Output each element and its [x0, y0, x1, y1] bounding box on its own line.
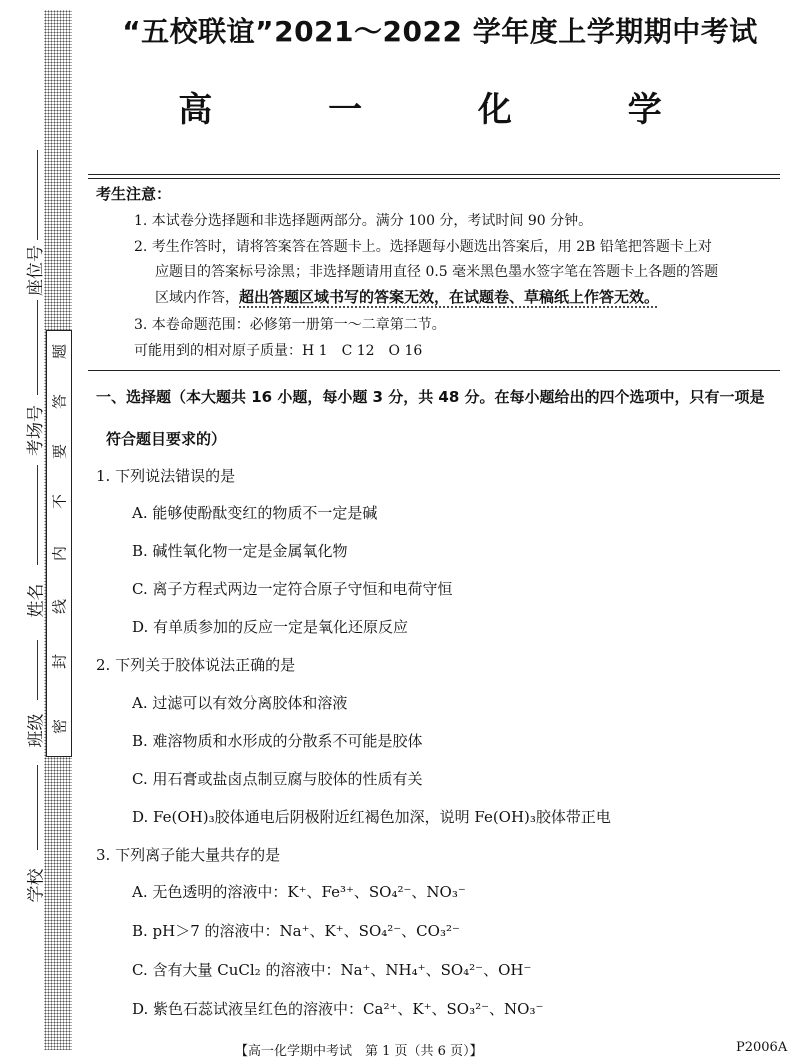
atomic-mass-note: 可能用到的相对原子质量：H 1 C 12 O 16: [134, 343, 423, 359]
notice-item-3: 3. 本卷命题范围：必修第一册第一～二章第二节。: [134, 317, 446, 333]
question-stem: 1. 下列说法错误的是: [96, 467, 236, 485]
question-option: B. pH＞7 的溶液中：Na⁺、K⁺、SO₄²⁻、CO₃²⁻: [132, 922, 460, 940]
header-rule: [88, 174, 780, 175]
question-option: C. 离子方程式两边一定符合原子守恒和电荷守恒: [132, 580, 453, 598]
notice-rule: [88, 370, 780, 371]
notice-plain: 区域内作答，: [155, 290, 239, 306]
seal-char: 要: [50, 444, 69, 460]
notice-item-1: 1. 本试卷分选择题和非选择题两部分。满分 100 分，考试时间 90 分钟。: [134, 213, 593, 229]
name-line[interactable]: [37, 465, 38, 565]
school-line[interactable]: [37, 765, 38, 850]
question-option: D. 有单质参加的反应一定是氧化还原反应: [132, 618, 409, 636]
exam-room-label: 考场号: [26, 405, 46, 456]
section-heading: 一、选择题（本大题共 16 小题，每小题 3 分，共 48 分。在每小题给出的四个选项中，只有一项是: [96, 388, 765, 406]
seat-number-label: 座位号: [26, 245, 46, 296]
question-option: A. 能够使酚酞变红的物质不一定是碱: [132, 504, 378, 522]
question-option: A. 无色透明的溶液中：K⁺、Fe³⁺、SO₄²⁻、NO₃⁻: [132, 883, 466, 901]
seat-number-line[interactable]: [37, 150, 38, 240]
seal-char: 题: [50, 344, 69, 360]
paper-code: P2006A: [736, 1040, 788, 1055]
header-rule: [88, 178, 780, 179]
class-line[interactable]: [37, 640, 38, 700]
notice-item-2-cont: 应题目的答案标号涂黑；非选择题请用直径 0.5 毫米黑色墨水签字笔在答题卡上各题的答题: [155, 264, 719, 280]
question-option: C. 含有大量 CuCl₂ 的溶液中：Na⁺、NH₄⁺、SO₄²⁻、OH⁻: [132, 961, 532, 979]
seal-line-box: [46, 330, 72, 757]
seal-char: 内: [50, 546, 69, 562]
seal-char: 密: [50, 719, 69, 735]
notice-item-2-cont: [155, 286, 659, 307]
subject-title: 高 一 化 学: [178, 90, 702, 130]
question-option: A. 过滤可以有效分离胶体和溶液: [132, 694, 348, 712]
seal-char: 封: [50, 654, 69, 670]
question-stem: 3. 下列离子能大量共存的是: [96, 846, 281, 864]
class-label: 班级: [26, 713, 47, 748]
question-option: C. 用石膏或盐卤点制豆腐与胶体的性质有关: [132, 770, 423, 788]
name-label: 姓名: [26, 583, 47, 618]
page-footer: 【高一化学期中考试 第 1 页（共 6 页）】: [235, 1044, 483, 1059]
notice-emphasis: 超出答题区域书写的答案无效，在试题卷、草稿纸上作答无效。: [239, 288, 660, 306]
question-option: B. 难溶物质和水形成的分散系不可能是胶体: [132, 732, 423, 750]
school-label: 学校: [26, 868, 47, 903]
exam-title: “五校联谊”2021～2022 学年度上学期期中考试: [122, 15, 758, 48]
seal-char: 线: [50, 599, 69, 615]
exam-room-line[interactable]: [37, 300, 38, 395]
question-stem: 2. 下列关于胶体说法正确的是: [96, 656, 296, 674]
section-heading-cont: 符合题目要求的）: [106, 430, 227, 448]
question-option: D. 紫色石蕊试液呈红色的溶液中：Ca²⁺、K⁺、SO₃²⁻、NO₃⁻: [132, 1000, 544, 1018]
question-option: D. Fe(OH)₃胶体通电后阴极附近红褐色加深，说明 Fe(OH)₃胶体带正电: [132, 808, 611, 826]
notice-heading: 考生注意：: [96, 185, 172, 203]
seal-char: 不: [50, 494, 69, 510]
question-option: B. 碱性氧化物一定是金属氧化物: [132, 542, 348, 560]
notice-item-2: 2. 考生作答时，请将答案答在答题卡上。选择题每小题选出答案后，用 2B 铅笔把答题卡上对: [134, 239, 712, 255]
seal-char: 答: [50, 394, 69, 410]
